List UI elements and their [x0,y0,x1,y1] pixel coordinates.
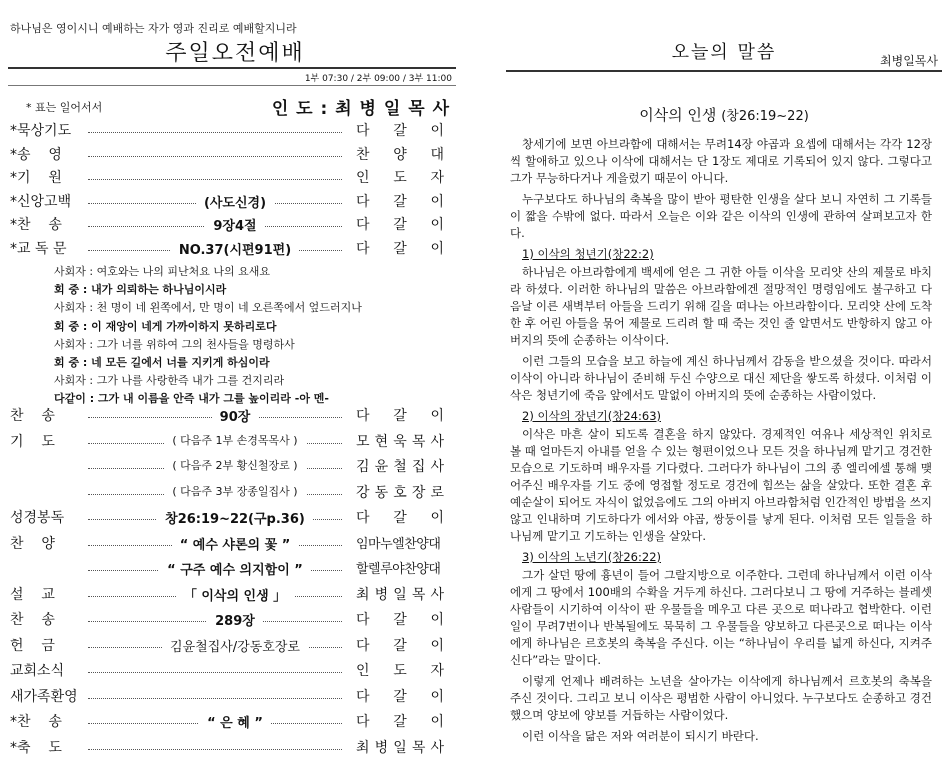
leader-char: 다 [356,217,370,233]
sermon-article [510,136,932,749]
order-label: 새가족환영 [10,688,78,705]
leader-char: 집 [411,459,426,475]
leader-char: 다 [356,510,370,526]
order-row [0,584,470,608]
order-leader [356,533,444,552]
order-label: 헌 금 [10,637,55,654]
leader-char: 이 [430,510,444,526]
page-title: 주일오전예배 [165,41,305,66]
order-row [0,609,470,633]
leader-char: 철 [393,459,407,475]
leader-char: 갈 [393,637,407,654]
leader-char: 갈 [393,217,407,233]
order-leader [356,686,444,706]
leader-char: 다 [356,688,370,705]
order-label: *묵상기도 [10,123,72,139]
responsive-line: 회 중 : 내가 의뢰하는 하나님이시라 [54,283,227,297]
leader-char: 동 [374,484,389,501]
leader-char: 김 [356,459,370,475]
leader-char: 찬 [356,146,370,163]
order-detail-text: 창26:19~22(구p.36) [157,512,313,527]
order-label: *교 독 문 [10,240,67,257]
order-leader [356,191,444,211]
responsive-line: 회 중 : 네 모든 길에서 너를 지키게 하심이라 [54,356,270,369]
order-detail-text: “ 구주 예수 의지함이 ” [159,563,311,578]
leader-char: 갈 [393,714,407,730]
order-label: 기 도 [10,433,55,450]
order-label: *신앙고백 [10,193,72,210]
leader-char: 최 [356,586,370,603]
leader-char: 사 [430,586,444,603]
standing-note: * 표는 일어서서 [26,101,103,114]
responsive-line: 다같이 : 그가 내 이름을 안즉 내가 그를 높이리라 -아 멘- [54,392,329,406]
leader-char: 대 [430,146,444,163]
leader-char: 사 [430,433,444,450]
bulletin-left-page [0,0,470,768]
leader-char: 강 [356,484,370,501]
leader-dots [88,698,342,699]
leader-char: 이 [430,714,444,730]
order-leader [356,584,444,604]
order-row [0,482,470,506]
sermon-subheading-text: 2) 이삭의 장년기(창24:63) [522,409,661,423]
order-leader [356,405,444,425]
order-leader [356,456,444,476]
responsive-line: 회 중 : 이 재앙이 네게 가까이하지 못하리로다 [54,319,277,333]
leader-char: 도 [393,170,407,186]
order-label: *축 도 [10,739,62,756]
bulletin-right-page [506,0,942,768]
service-times: 1부 07:30 / 2부 09:00 / 3부 11:00 [304,74,452,84]
order-detail-text: ( 다음주 1부 손경목목사 ) [164,434,305,447]
sermon-subheading-text: 3) 이삭의 노년기(창26:22) [522,550,661,564]
order-detail-text: 289장 [207,614,263,629]
leader-dots [88,132,342,133]
sermon-subheading-text: 1) 이삭의 청년기(창22:2) [522,247,654,261]
order-leader [356,558,444,577]
leader-char: 욱 [393,433,407,450]
leader-char: 병 [374,739,389,756]
order-detail-text: ( 다음주 3부 장종일집사 ) [164,485,305,498]
sermon-paragraph: 그가 살던 땅에 흉년이 들어 그랄지방으로 이주한다. 그런데 하나님께서 이런 이삭에게 그 땅에서 100배의 수확을 거두게 하신다. 그러다보니 그 땅에 거주하는 블레셋 사람들이 시기하여 이삭이 판 우물들을 메우고 다른 곳으로 떠나라고 협박한다. 이런일이 무려7번이나 반복될에도 묵묵히 그 우물들을 양보하고 다른곳으로 떠나는 이삭에게 하나님은 르호봇의 축복을 주신다. 이는 “하나님이 우리를 넓게 하신다, 지켜주신다”라는 말이다. [510,568,932,667]
order-leader [356,238,444,258]
order-label: *기 원 [10,170,62,186]
leader-char: 다 [356,714,370,730]
divider [8,85,456,86]
order-detail-text: “ 은 혜 ” [199,716,271,731]
order-detail-text: (사도신경) [196,196,274,211]
leader-char: 모 [356,433,370,450]
order-detail-text: NO.37(시편91편) [171,243,299,258]
leader-char: 사 [430,459,444,475]
leader-dots [88,179,342,180]
leader-char: 다 [356,123,370,139]
order-detail-text: 90장 [212,410,259,425]
order-row [0,191,470,215]
leader-char: 다 [356,240,370,257]
order-leader [356,482,444,502]
order-label: 찬 송 [10,612,55,628]
sermon-title-text: 이삭의 인생 [639,106,717,124]
sermon-paragraph: 하나님은 아브라함에게 백세에 얻은 그 귀한 아들 이삭을 모리얏 산의 제물로 바치라 하셨다. 이러한 하나님의 말씀은 아브라함에겐 절망적인 명령임에도 불구하고 다음날 이른 새벽부터 아들을 드리기 위해 길을 떠나는 아브라함이다. 모리얏 산에 도착한 후 어린 아들을 묶어 제물로 드리려 할 때 죽는 것인 줄 알면서도 반항하지 않고 아버지의 뜻에 순종하는 이삭이다. [510,265,932,347]
responsive-line: 사회자 : 천 명이 네 왼쪽에서, 만 명이 네 오른쪽에서 엎드러지나 [54,301,362,315]
order-leader [356,214,444,234]
order-leader [356,711,444,731]
sermon-paragraph: 창세기에 보면 아브라함에 대해서는 무려14장 야곱과 요셉에 대해서는 각각 12장씩 할애하고 있으나 이삭에 대해서는 단 1장도 제대로 기록되어 있지 않다. 그렇다고 그가 무능하다거나 게을렀기 때문이 아니다. [510,137,932,185]
responsive-line: 사회자 : 그가 나를 사랑한즉 내가 그를 건지리라 [54,374,285,388]
leader-char: 호 [393,484,407,501]
order-row [0,238,470,262]
leader-char: 현 [374,433,389,450]
order-row [0,167,470,191]
leader-char: 다 [356,637,370,654]
order-row [0,405,470,429]
leader-char: 이 [430,612,444,628]
leader-char: 최 [356,739,370,756]
order-leader [356,737,444,757]
sermon-paragraph: 이런 이삭을 닮은 저와 여러분이 되시기 바란다. [522,729,759,743]
order-label: 찬 송 [10,408,55,424]
order-leader [356,120,444,140]
leader-char: 갈 [393,612,407,628]
divider [8,67,456,69]
order-label: *찬 송 [10,217,62,233]
divider [506,70,942,72]
order-detail-text: 「 이삭의 인생 」 [176,589,294,604]
order-row [0,144,470,168]
leader-char: 갈 [393,240,407,257]
leader-char: 이 [430,193,444,210]
order-row [0,120,470,144]
leader-char: 자 [430,170,444,186]
sermon-reference: (창26:19~22) [721,109,809,124]
leader-char: 사 [430,739,444,756]
sermon-paragraph: 누구보다도 하나님의 축복을 많이 받아 평탄한 인생을 살다 보니 자연히 그 기록들이 짧을 수밖에 없다. 따라서 오늘은 이와 같은 이삭의 인생에 관하여 살펴보고자 한다. [510,192,932,240]
leader-char: 로 [430,484,444,501]
sermon-paragraph: 이삭은 마흔 살이 되도록 결혼을 하지 않았다. 경제적인 여유나 세상적인 위치로 볼 때 얼마든지 아내를 얻을 수 있는 형편이었으나 모든 것을 하나님께 맡기고 경건한 모습으로 기도하며 배우자를 기다렸다. 그러다가 하나님이 그의 종 엘리에셀 통해 맺어주신 배우자를 기도 중에 영접할 정도로 경건에 힘쓰는 삶을 살았다. 또한 결혼 후 예순살이 되어도 자식이 없었음에도 그의 아버지 아브라함처럼 인간적인 방법을 쓰지 않고 인내하며 기도하다가 에서와 야곱, 쌍둥이를 낳게 된다. 이처럼 모든 일들을 하나님께 맡기고 기도하는 인생을 살았다. [510,427,932,543]
leader-char: 일 [393,586,407,603]
leader-char: 갈 [393,510,407,526]
order-row [0,507,470,531]
section-title: 오늘의 말씀 [671,42,777,63]
order-leader [356,144,444,164]
leader-char: 다 [356,193,370,210]
leader-char: 이 [430,408,444,424]
sermon-subheading [522,408,932,425]
leader-char: 이 [430,217,444,233]
order-row [0,533,470,557]
leader-char: 이 [430,123,444,139]
order-row [0,558,470,582]
order-row [0,635,470,659]
author: 최병일목사 [880,54,938,68]
order-leader [356,660,444,680]
order-label: *송 영 [10,146,62,163]
leader-char: 인 [356,663,370,679]
order-leader [356,431,444,451]
leader-char: 자 [430,663,444,679]
order-leader [356,507,444,527]
order-detail-text: 9장4절 [205,219,264,234]
order-label: *찬 송 [10,714,62,730]
leader-char: 이 [430,637,444,654]
leader-char: 목 [411,586,426,603]
leader-char: 할렐루야찬양대 [356,562,441,577]
order-leader [356,635,444,655]
order-row [0,737,470,761]
leader-char: 목 [411,739,426,756]
leader-char: 윤 [374,459,389,475]
leader-dots [88,672,342,673]
order-row [0,456,470,480]
leader-dots [88,156,342,157]
leader-char: 병 [374,586,389,603]
sermon-paragraph: 이렇게 언제나 배려하는 노년을 살아가는 이삭에게 하나님께서 르호봇의 축복을 주신 것이다. 그리고 보니 이삭은 평범한 사람이 아니었다. 누구보다도 순종하고 경건했으며 양보에 양보를 거듭하는 사람이었다. [510,674,932,722]
order-leader [356,609,444,629]
leader-char: 갈 [393,408,407,424]
order-label: 성경봉독 [10,510,65,526]
order-row [0,431,470,455]
leader-char: 갈 [393,688,407,705]
order-row [0,686,470,710]
leader-char: 양 [393,146,407,163]
leader-char: 갈 [393,123,407,139]
order-label: 찬 양 [10,535,55,552]
leader-char: 인 [356,170,370,186]
leader-dots [88,749,342,750]
leader-char: 도 [393,663,407,679]
leader-char: 일 [393,739,407,756]
order-row [0,214,470,238]
leader-char: 목 [411,433,426,450]
responsive-line: 사회자 : 여호와는 나의 피난처요 나의 요새요 [54,265,270,278]
leader-char: 장 [411,484,426,501]
sermon-title [506,104,942,125]
leader-char: 다 [356,612,370,628]
leader-char: 이 [430,240,444,257]
leader-char: 갈 [393,193,407,210]
sermon-subheading [522,549,932,566]
motto: 하나님은 영이시니 예배하는 자가 영과 진리로 예배할지니라 [10,22,297,35]
order-row [0,711,470,735]
order-leader [356,167,444,187]
sermon-paragraph: 이런 그들의 모습을 보고 하늘에 계신 하나님께서 감동을 받으셨을 것이다. 따라서 이삭이 아니라 하나님이 준비해 두신 수양으로 대신 제단을 쌓도록 하셨다. 이처럼 이삭은 청년기에 죽음 앞에서도 말없이 아버지의 뜻에 순종하는 사람이었다. [510,354,932,402]
leader-char: 이 [430,688,444,705]
sermon-subheading [522,246,932,263]
presider: 인 도 : 최 병 일 목 사 [271,99,450,119]
order-row [0,660,470,684]
order-detail-text: ( 다음주 2부 황신철장로 ) [164,459,305,472]
order-label: 설 교 [10,586,55,603]
order-detail-text: “ 예수 샤론의 꽃 ” [172,538,299,553]
responsive-line: 사회자 : 그가 너를 위하여 그의 천사들을 명령하사 [54,337,295,351]
leader-char: 다 [356,408,370,424]
order-label: 교회소식 [10,663,65,679]
order-detail-text: 김윤철집사/강동호장로 [162,640,308,655]
leader-char: 임마누엘찬양대 [356,536,441,552]
